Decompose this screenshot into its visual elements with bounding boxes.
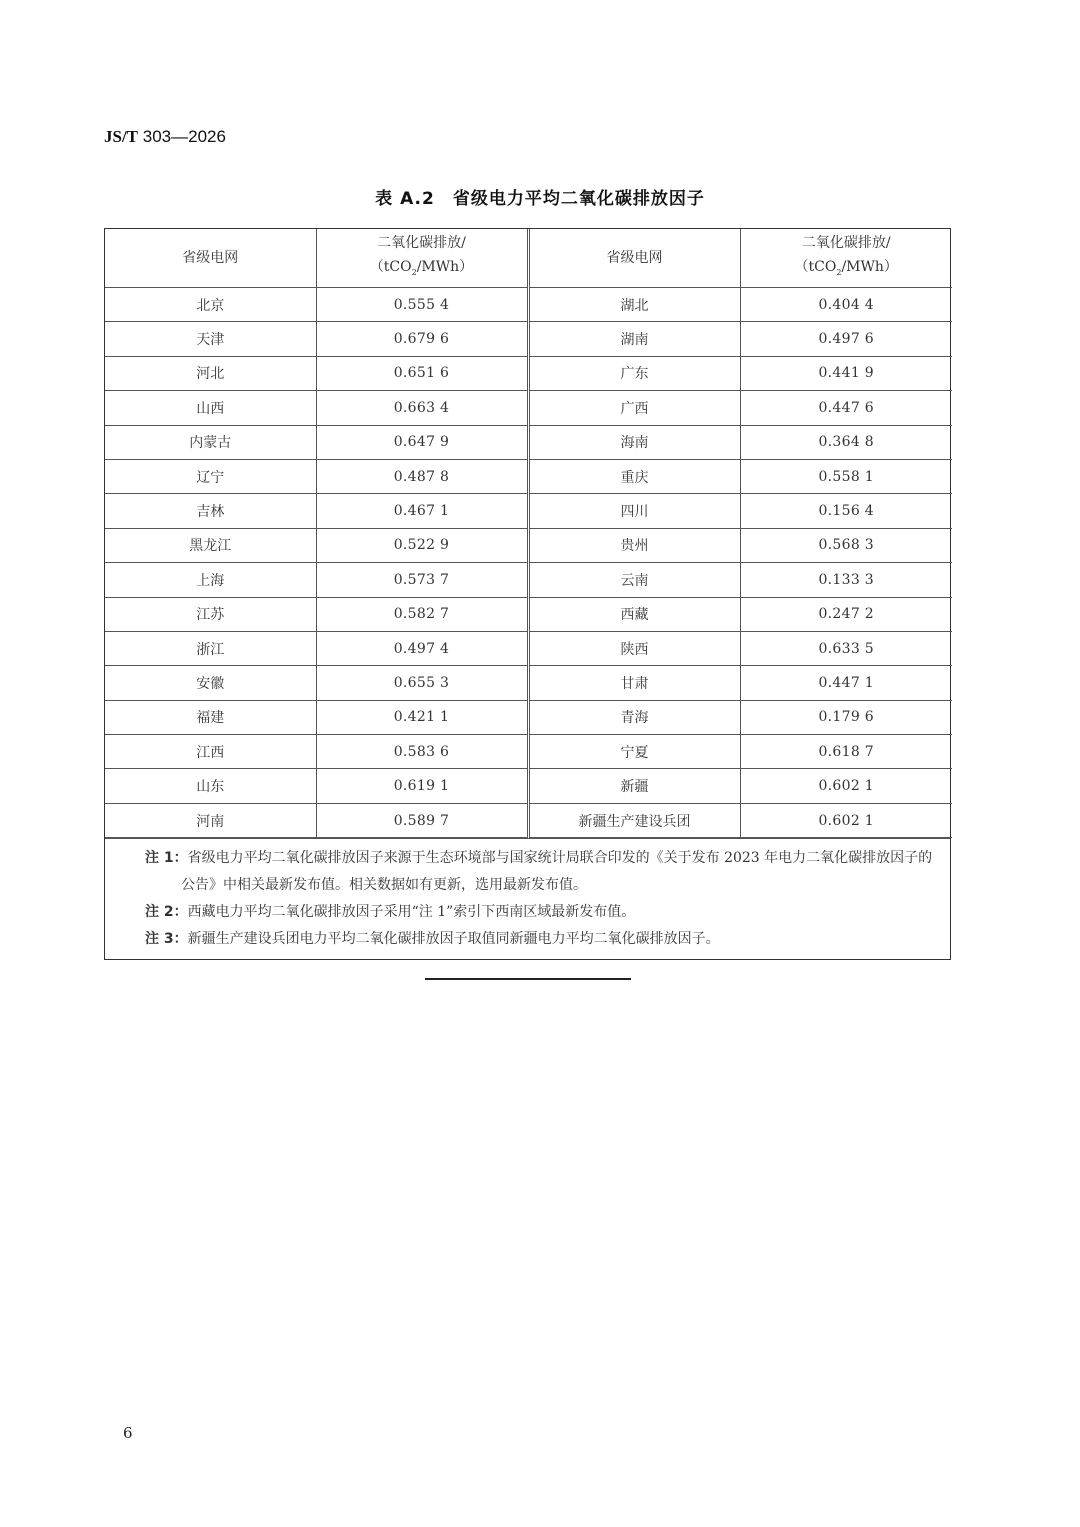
region-right-cell: 甘肃: [528, 666, 740, 700]
region-right-cell: 新疆生产建设兵团: [528, 803, 740, 837]
emission-factor-table: [104, 228, 951, 960]
table-header-row: [105, 229, 952, 288]
note-item: [145, 845, 940, 899]
table-row: [105, 322, 952, 356]
region-left-cell: 山西: [105, 391, 316, 425]
region-right-cell: 贵州: [528, 528, 740, 562]
table-row: [105, 700, 952, 734]
factor-right-cell: 0.404 4: [740, 288, 952, 322]
factor-right-cell: 0.247 2: [740, 597, 952, 631]
table-row: [105, 425, 952, 459]
factor-right-cell: 0.364 8: [740, 425, 952, 459]
note-label: 注 1：: [145, 850, 188, 867]
table-row: [105, 528, 952, 562]
factor-right-cell: 0.133 3: [740, 563, 952, 597]
region-right-cell: 四川: [528, 494, 740, 528]
table-caption: [0, 184, 1080, 209]
factor-right-cell: 0.156 4: [740, 494, 952, 528]
table-number: 表 A.2: [375, 189, 435, 209]
factor-left-cell: 0.679 6: [316, 322, 528, 356]
factor-right-cell: 0.602 1: [740, 769, 952, 803]
note-label: 注 3：: [145, 931, 188, 948]
factor-right-cell: 0.497 6: [740, 322, 952, 356]
factor-right-cell: 0.633 5: [740, 631, 952, 665]
region-left-cell: 北京: [105, 288, 316, 322]
factor-right-cell: 0.558 1: [740, 459, 952, 493]
factor-right-cell: 0.447 1: [740, 666, 952, 700]
header-region-right: 省级电网: [528, 229, 740, 288]
factor-left-cell: 0.487 8: [316, 459, 528, 493]
factor-left-cell: 0.651 6: [316, 356, 528, 390]
header-factor-left: [316, 229, 528, 288]
note-text: 省级电力平均二氧化碳排放因子来源于生态环境部与国家统计局联合印发的《关于发布 2023 年电力二氧化碳排放因子的公告》中相关最新发布值。相关数据如有更新，选用最新发布值。: [181, 850, 933, 894]
factor-left-cell: 0.522 9: [316, 528, 528, 562]
factor-left-cell: 0.497 4: [316, 631, 528, 665]
region-left-cell: 福建: [105, 700, 316, 734]
region-left-cell: 黑龙江: [105, 528, 316, 562]
note-item: [145, 926, 940, 953]
region-right-cell: 新疆: [528, 769, 740, 803]
factor-right-cell: 0.568 3: [740, 528, 952, 562]
header-factor-right: [740, 229, 952, 288]
region-left-cell: 江苏: [105, 597, 316, 631]
factor-left-cell: 0.647 9: [316, 425, 528, 459]
region-left-cell: 吉林: [105, 494, 316, 528]
standard-code: [104, 127, 226, 147]
factor-right-cell: 0.602 1: [740, 803, 952, 837]
factor-left-cell: 0.555 4: [316, 288, 528, 322]
note-label: 注 2：: [145, 904, 188, 921]
factor-left-cell: 0.619 1: [316, 769, 528, 803]
header-factor-line1: 二氧化碳排放/: [377, 235, 466, 252]
factor-left-cell: 0.663 4: [316, 391, 528, 425]
region-right-cell: 湖北: [528, 288, 740, 322]
table-row: [105, 288, 952, 322]
table-row: [105, 459, 952, 493]
table-row: [105, 735, 952, 769]
factor-right-cell: 0.618 7: [740, 735, 952, 769]
header-region-left: 省级电网: [105, 229, 316, 288]
region-left-cell: 江西: [105, 735, 316, 769]
region-right-cell: 广东: [528, 356, 740, 390]
factor-left-cell: 0.655 3: [316, 666, 528, 700]
table-notes: [105, 838, 950, 959]
region-left-cell: 安徽: [105, 666, 316, 700]
table-row: [105, 803, 952, 837]
note-item: [145, 899, 940, 926]
table-row: [105, 563, 952, 597]
factor-left-cell: 0.421 1: [316, 700, 528, 734]
note-text: 新疆生产建设兵团电力平均二氧化碳排放因子取值同新疆电力平均二氧化碳排放因子。: [187, 931, 720, 948]
region-right-cell: 广西: [528, 391, 740, 425]
region-right-cell: 西藏: [528, 597, 740, 631]
header-factor-line1: 二氧化碳排放/: [801, 235, 891, 252]
factor-right-cell: 0.447 6: [740, 391, 952, 425]
factor-left-cell: 0.582 7: [316, 597, 528, 631]
header-factor-unit: （tCO$_2$/MWh）: [369, 259, 474, 277]
region-right-cell: 云南: [528, 563, 740, 597]
standard-number: 303—2026: [142, 127, 226, 146]
table-title: 省级电力平均二氧化碳排放因子: [452, 189, 705, 209]
region-left-cell: 河南: [105, 803, 316, 837]
table-row: [105, 597, 952, 631]
table-row: [105, 494, 952, 528]
page-number: 6: [123, 1424, 133, 1442]
factor-right-cell: 0.441 9: [740, 356, 952, 390]
table-row: [105, 631, 952, 665]
region-right-cell: 宁夏: [528, 735, 740, 769]
table-row: [105, 356, 952, 390]
region-right-cell: 重庆: [528, 459, 740, 493]
table-row: [105, 666, 952, 700]
end-rule: [425, 978, 631, 980]
region-right-cell: 青海: [528, 700, 740, 734]
table-row: [105, 769, 952, 803]
region-left-cell: 辽宁: [105, 459, 316, 493]
factor-left-cell: 0.467 1: [316, 494, 528, 528]
factor-left-cell: 0.573 7: [316, 563, 528, 597]
factor-right-cell: 0.179 6: [740, 700, 952, 734]
region-right-cell: 海南: [528, 425, 740, 459]
table-row: [105, 391, 952, 425]
region-right-cell: 陕西: [528, 631, 740, 665]
region-left-cell: 河北: [105, 356, 316, 390]
region-right-cell: 湖南: [528, 322, 740, 356]
region-left-cell: 浙江: [105, 631, 316, 665]
header-factor-unit: （tCO$_2$/MWh）: [794, 259, 898, 277]
region-left-cell: 山东: [105, 769, 316, 803]
standard-prefix: JS/T: [104, 127, 139, 146]
factor-left-cell: 0.583 6: [316, 735, 528, 769]
factor-left-cell: 0.589 7: [316, 803, 528, 837]
region-left-cell: 内蒙古: [105, 425, 316, 459]
table-body: [105, 288, 952, 838]
note-text: 西藏电力平均二氧化碳排放因子采用“注 1”索引下西南区域最新发布值。: [187, 904, 636, 921]
region-left-cell: 天津: [105, 322, 316, 356]
region-left-cell: 上海: [105, 563, 316, 597]
